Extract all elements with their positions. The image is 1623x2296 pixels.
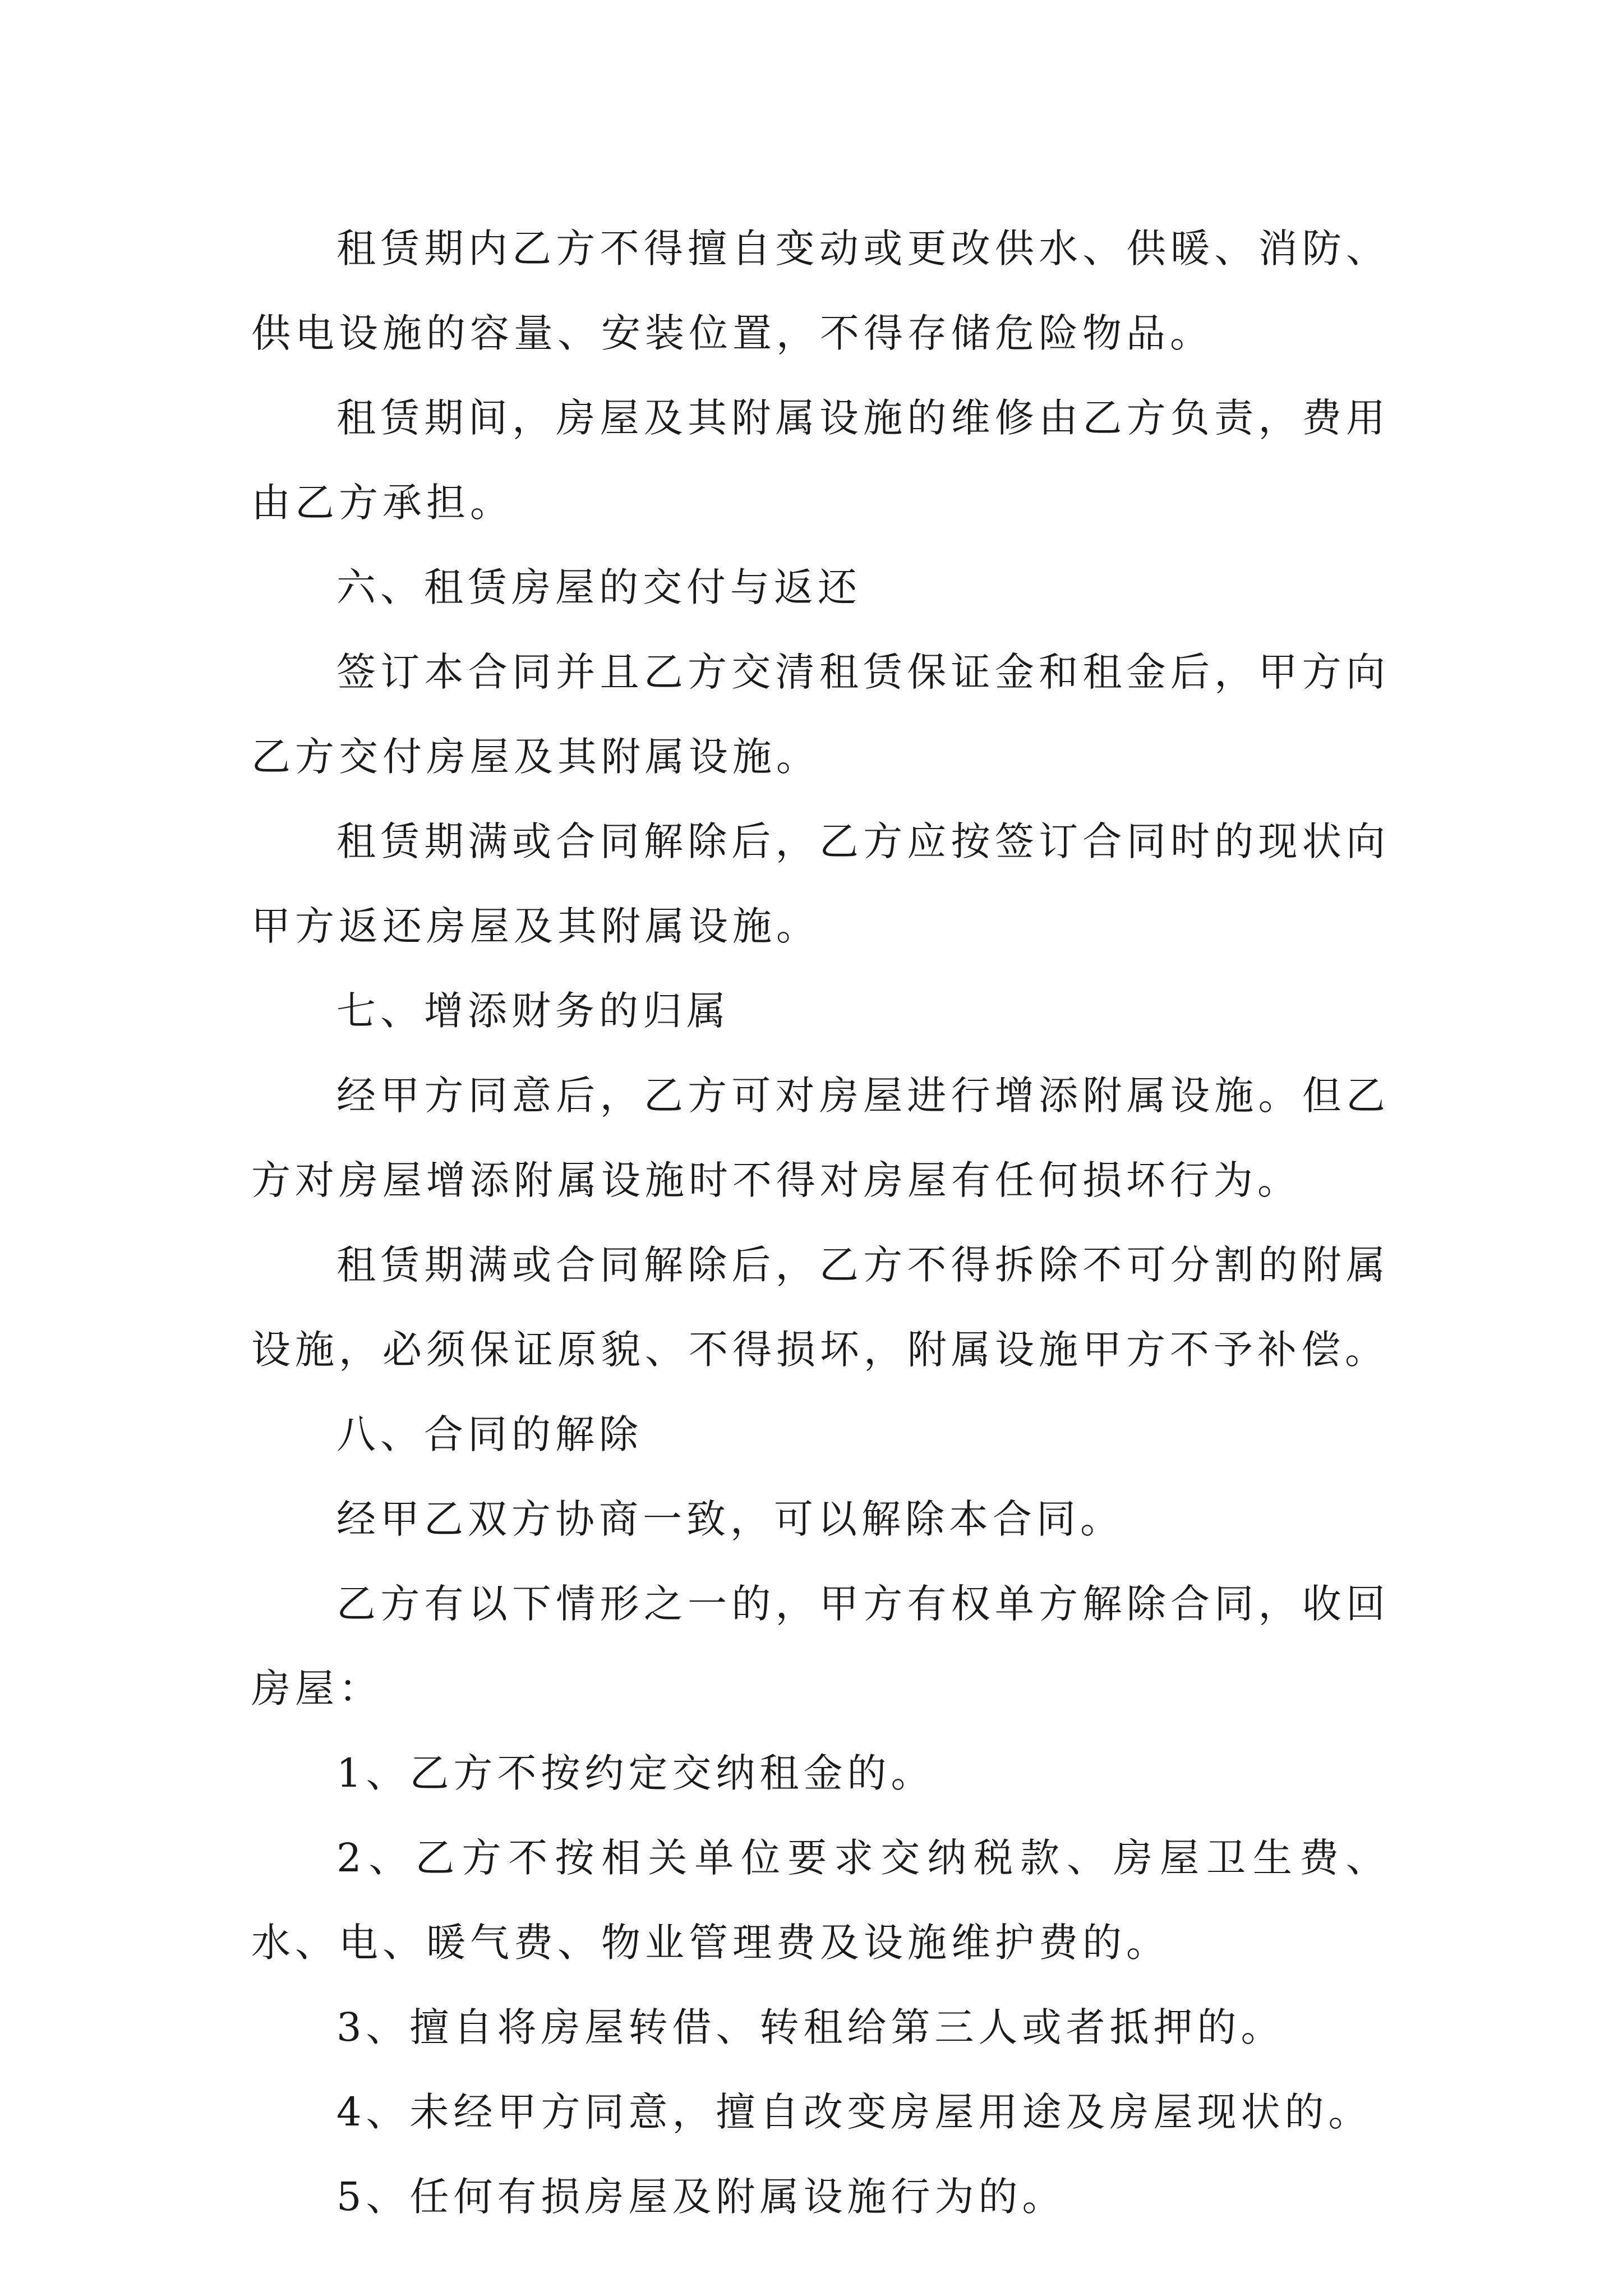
paragraph-unilateral-termination: 乙方有以下情形之一的，甲方有权单方解除合同，收回房屋： — [251, 1581, 1390, 1711]
paragraph-maintenance: 租赁期间，房屋及其附属设施的维修由乙方负责，费用由乙方承担。 — [251, 395, 1390, 526]
list-item-damage: 5、任何有损房屋及附属设施行为的。 — [336, 2174, 1066, 2220]
paragraph-mutual-termination: 经甲乙双方协商一致，可以解除本合同。 — [336, 1496, 1124, 1542]
paragraph-return: 租赁期满或合同解除后，乙方应按签订合同时的现状向甲方返还房屋及其附属设施。 — [251, 818, 1390, 949]
section-heading-delivery-return: 六、租赁房屋的交付与返还 — [336, 564, 861, 610]
paragraph-utilities-restriction: 租赁期内乙方不得擅自变动或更改供水、供暖、消防、供电设施的容量、安装位置，不得存储危险物品。 — [251, 226, 1390, 356]
paragraph-additions-removal: 租赁期满或合同解除后，乙方不得拆除不可分割的附属设施，必须保证原貌、不得损坏，附属设施甲方不予补偿。 — [251, 1242, 1390, 1373]
paragraph-delivery: 签订本合同并且乙方交清租赁保证金和租金后，甲方向乙方交付房屋及其附属设施。 — [251, 649, 1390, 780]
list-item-rent: 1、乙方不按约定交纳租金的。 — [336, 1750, 935, 1796]
section-heading-termination: 八、合同的解除 — [336, 1411, 643, 1457]
section-heading-additions: 七、增添财务的归属 — [336, 988, 730, 1034]
list-item-fees: 2、乙方不按相关单位要求交纳税款、房屋卫生费、水、电、暖气费、物业管理费及设施维护费的。 — [251, 1835, 1390, 1966]
list-item-sublet: 3、擅自将房屋转借、转租给第三人或者抵押的。 — [336, 2004, 1285, 2050]
list-item-alteration: 4、未经甲方同意，擅自改变房屋用途及房屋现状的。 — [336, 2089, 1372, 2135]
paragraph-additions-consent: 经甲方同意后，乙方可对房屋进行增添附属设施。但乙方对房屋增添附属设施时不得对房屋有任何损坏行为。 — [251, 1073, 1390, 1203]
document-body — [251, 206, 1390, 2239]
